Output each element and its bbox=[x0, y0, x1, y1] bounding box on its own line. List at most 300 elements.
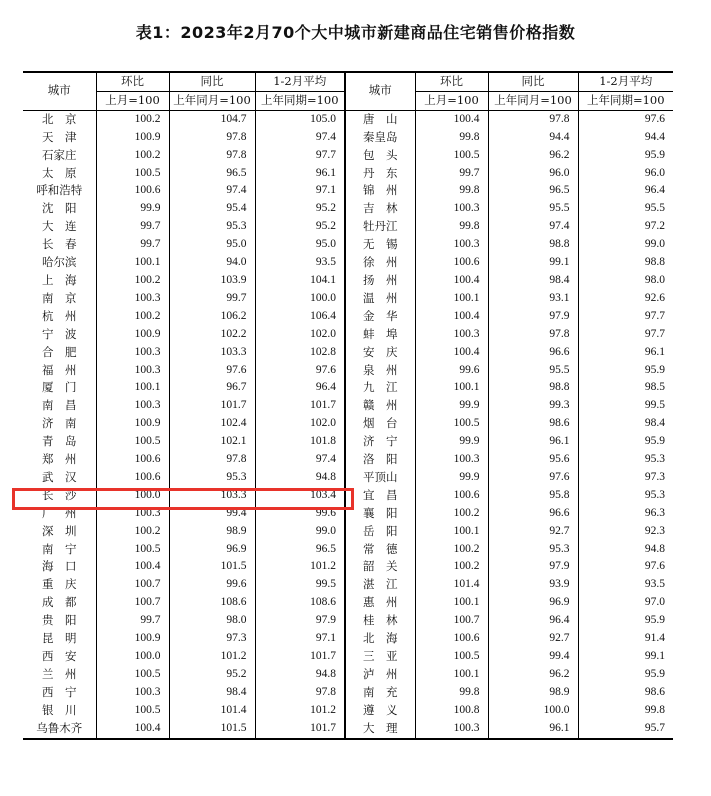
highlight-box-wuhan bbox=[12, 488, 354, 510]
header-mom-left: 环比 bbox=[96, 72, 169, 91]
avg-value-right: 95.7 bbox=[578, 720, 673, 739]
avg-value-right: 95.5 bbox=[644, 202, 665, 215]
yoy-value-left: 101.7 bbox=[169, 397, 255, 415]
yoy-value-right: 99.4 bbox=[488, 648, 578, 666]
mom-value-left: 100.5 bbox=[96, 433, 169, 451]
city-name-left: 南 京 bbox=[23, 290, 96, 308]
mom-value-left: 100.5 bbox=[96, 702, 169, 720]
yoy-value-left: 95.3 bbox=[169, 469, 255, 487]
yoy-value-right: 96.6 bbox=[488, 344, 578, 362]
yoy-value-left: 97.8 bbox=[169, 451, 255, 469]
table-row bbox=[23, 684, 673, 702]
yoy-value-right: 92.7 bbox=[488, 630, 578, 648]
city-name-right: 北 海 bbox=[345, 630, 415, 648]
mom-value-right: 99.8 bbox=[415, 182, 488, 200]
yoy-value-right: 95.6 bbox=[488, 451, 578, 469]
yoy-value-right: 96.0 bbox=[488, 165, 578, 183]
city-name-right: 牡丹江 bbox=[345, 218, 415, 236]
yoy-value-left: 102.2 bbox=[169, 326, 255, 344]
mom-value-left: 100.3 bbox=[96, 397, 169, 415]
yoy-value-left: 101.2 bbox=[169, 648, 255, 666]
table-row bbox=[23, 594, 673, 612]
yoy-value-left: 103.3 bbox=[169, 487, 255, 505]
table-row bbox=[23, 147, 673, 165]
mom-value-right: 100.4 bbox=[415, 110, 488, 128]
avg-value-right: 98.8 bbox=[644, 256, 665, 269]
mom-value-right: 99.7 bbox=[415, 165, 488, 183]
yoy-value-left: 95.0 bbox=[169, 236, 255, 254]
table-row bbox=[23, 469, 673, 487]
avg-value-left: 108.6 bbox=[255, 594, 345, 612]
mom-value-left: 100.0 bbox=[96, 487, 169, 505]
avg-value-right: 95.9 bbox=[644, 435, 665, 448]
city-name-right: 桂 林 bbox=[345, 612, 415, 630]
avg-value-left: 93.5 bbox=[255, 254, 345, 272]
yoy-value-right: 96.9 bbox=[488, 594, 578, 612]
mom-value-right: 100.5 bbox=[415, 415, 488, 433]
yoy-value-left: 101.5 bbox=[169, 558, 255, 576]
avg-value-left: 99.0 bbox=[255, 523, 345, 541]
city-name-right: 丹 东 bbox=[345, 165, 415, 183]
yoy-value-right: 97.9 bbox=[488, 308, 578, 326]
mom-value-right: 100.1 bbox=[415, 594, 488, 612]
yoy-value-left: 102.1 bbox=[169, 433, 255, 451]
city-name-left: 西 安 bbox=[23, 648, 96, 666]
avg-value-left: 102.0 bbox=[255, 326, 345, 344]
avg-value-right: 92.6 bbox=[644, 291, 665, 304]
avg-value-left: 96.1 bbox=[255, 165, 345, 183]
city-name-left: 呼和浩特 bbox=[23, 182, 96, 200]
table-row bbox=[23, 702, 673, 720]
yoy-value-right: 96.2 bbox=[488, 147, 578, 165]
mom-value-left: 100.2 bbox=[96, 308, 169, 326]
yoy-value-right: 92.7 bbox=[488, 523, 578, 541]
mom-value-left: 100.5 bbox=[96, 165, 169, 183]
mom-value-right: 99.9 bbox=[415, 469, 488, 487]
city-name-right: 济 宁 bbox=[345, 433, 415, 451]
avg-value-right: 92.3 bbox=[644, 524, 665, 537]
table-row bbox=[23, 415, 673, 433]
mom-value-left: 100.0 bbox=[96, 648, 169, 666]
city-name-left: 兰 州 bbox=[23, 666, 96, 684]
yoy-value-left: 96.5 bbox=[169, 165, 255, 183]
city-name-left: 贵 阳 bbox=[23, 612, 96, 630]
avg-value-left: 100.0 bbox=[255, 290, 345, 308]
mom-value-left: 100.6 bbox=[96, 469, 169, 487]
table-row bbox=[23, 236, 673, 254]
mom-value-left: 100.2 bbox=[96, 110, 169, 128]
table-row bbox=[23, 433, 673, 451]
mom-value-right: 100.3 bbox=[415, 720, 488, 739]
avg-value-left: 94.8 bbox=[255, 469, 345, 487]
table-row bbox=[23, 362, 673, 380]
city-name-right: 金 华 bbox=[345, 308, 415, 326]
yoy-value-left: 95.4 bbox=[169, 200, 255, 218]
avg-value-left: 97.4 bbox=[255, 129, 345, 147]
price-index-table bbox=[23, 71, 673, 740]
avg-value-left: 97.7 bbox=[255, 147, 345, 165]
yoy-value-right: 100.0 bbox=[488, 702, 578, 720]
table-row bbox=[23, 576, 673, 594]
yoy-value-left: 99.6 bbox=[169, 576, 255, 594]
avg-value-left: 101.2 bbox=[255, 702, 345, 720]
avg-value-left: 97.1 bbox=[255, 182, 345, 200]
mom-value-left: 100.7 bbox=[96, 576, 169, 594]
yoy-value-right: 98.8 bbox=[488, 236, 578, 254]
mom-value-right: 100.8 bbox=[415, 702, 488, 720]
avg-value-right: 96.0 bbox=[644, 166, 665, 179]
yoy-value-right: 96.1 bbox=[488, 720, 578, 739]
yoy-value-right: 97.8 bbox=[488, 326, 578, 344]
mom-value-right: 100.5 bbox=[415, 648, 488, 666]
yoy-value-right: 97.4 bbox=[488, 218, 578, 236]
header-avg-base-left: 上年同期=100 bbox=[255, 91, 345, 110]
mom-value-left: 100.2 bbox=[96, 147, 169, 165]
avg-value-right: 95.9 bbox=[644, 614, 665, 627]
header-yoy-base-right: 上年同月=100 bbox=[488, 91, 578, 110]
city-name-left: 成 都 bbox=[23, 594, 96, 612]
mom-value-left: 99.9 bbox=[96, 200, 169, 218]
yoy-value-left: 96.9 bbox=[169, 541, 255, 559]
city-name-right: 泉 州 bbox=[345, 362, 415, 380]
avg-value-right: 94.4 bbox=[644, 130, 665, 143]
city-name-right: 无 锡 bbox=[345, 236, 415, 254]
header-mom-base-left: 上月=100 bbox=[96, 91, 169, 110]
mom-value-left: 99.7 bbox=[96, 236, 169, 254]
yoy-value-right: 95.5 bbox=[488, 362, 578, 380]
avg-value-left: 101.7 bbox=[255, 648, 345, 666]
mom-value-left: 100.6 bbox=[96, 451, 169, 469]
mom-value-left: 100.2 bbox=[96, 272, 169, 290]
avg-value-left: 97.4 bbox=[255, 451, 345, 469]
avg-value-left: 95.2 bbox=[255, 200, 345, 218]
yoy-value-left: 98.9 bbox=[169, 523, 255, 541]
yoy-value-left: 103.9 bbox=[169, 272, 255, 290]
city-name-right: 唐 山 bbox=[345, 110, 415, 128]
yoy-value-right: 95.5 bbox=[488, 200, 578, 218]
avg-value-left: 102.8 bbox=[255, 344, 345, 362]
mom-value-right: 99.9 bbox=[415, 433, 488, 451]
city-name-right: 南 充 bbox=[345, 684, 415, 702]
city-name-right: 赣 州 bbox=[345, 397, 415, 415]
city-name-left: 上 海 bbox=[23, 272, 96, 290]
table-header bbox=[23, 72, 673, 110]
city-name-left: 长 沙 bbox=[23, 487, 96, 505]
avg-value-right: 97.3 bbox=[644, 470, 665, 483]
yoy-value-left: 94.0 bbox=[169, 254, 255, 272]
mom-value-right: 100.5 bbox=[415, 147, 488, 165]
yoy-value-left: 97.3 bbox=[169, 630, 255, 648]
yoy-value-left: 95.2 bbox=[169, 666, 255, 684]
header-mom-right: 环比 bbox=[415, 72, 488, 91]
yoy-value-left: 99.7 bbox=[169, 290, 255, 308]
avg-value-left: 97.1 bbox=[255, 630, 345, 648]
table-row bbox=[23, 182, 673, 200]
mom-value-left: 100.6 bbox=[96, 182, 169, 200]
yoy-value-left: 101.4 bbox=[169, 702, 255, 720]
mom-value-right: 99.8 bbox=[415, 129, 488, 147]
avg-value-right: 99.1 bbox=[644, 650, 665, 662]
avg-value-left: 101.2 bbox=[255, 558, 345, 576]
table-row bbox=[23, 558, 673, 576]
mom-value-left: 99.7 bbox=[96, 612, 169, 630]
avg-value-left: 101.7 bbox=[255, 720, 345, 739]
city-name-right: 蚌 埠 bbox=[345, 326, 415, 344]
yoy-value-right: 98.9 bbox=[488, 684, 578, 702]
yoy-value-left: 104.7 bbox=[169, 110, 255, 128]
yoy-value-left: 103.3 bbox=[169, 344, 255, 362]
header-city-left: 城市 bbox=[23, 72, 96, 110]
avg-value-right: 98.0 bbox=[644, 273, 665, 286]
city-name-left: 西 宁 bbox=[23, 684, 96, 702]
mom-value-right: 101.4 bbox=[415, 576, 488, 594]
avg-value-right: 97.2 bbox=[644, 220, 665, 233]
header-city-right: 城市 bbox=[345, 72, 415, 110]
mom-value-left: 100.4 bbox=[96, 720, 169, 739]
avg-value-left: 97.9 bbox=[255, 612, 345, 630]
avg-value-right: 96.4 bbox=[644, 184, 665, 197]
table-row bbox=[23, 541, 673, 559]
city-name-right: 洛 阳 bbox=[345, 451, 415, 469]
table-row bbox=[23, 344, 673, 362]
avg-value-left: 101.8 bbox=[255, 433, 345, 451]
table-row bbox=[23, 451, 673, 469]
city-name-left: 济 南 bbox=[23, 415, 96, 433]
table-row bbox=[23, 129, 673, 147]
yoy-value-left: 106.2 bbox=[169, 308, 255, 326]
avg-value-left: 103.4 bbox=[255, 487, 345, 505]
table-title: 表1：2023年2月70个大中城市新建商品住宅销售价格指数 bbox=[135, 23, 576, 42]
table-row bbox=[23, 326, 673, 344]
city-name-right: 包 头 bbox=[345, 147, 415, 165]
avg-value-left: 101.7 bbox=[255, 397, 345, 415]
city-name-right: 宜 昌 bbox=[345, 487, 415, 505]
city-name-left: 长 春 bbox=[23, 236, 96, 254]
city-name-left: 福 州 bbox=[23, 362, 96, 380]
city-name-right: 遵 义 bbox=[345, 702, 415, 720]
avg-value-left: 105.0 bbox=[255, 110, 345, 128]
yoy-value-right: 96.1 bbox=[488, 433, 578, 451]
city-name-left: 合 肥 bbox=[23, 344, 96, 362]
table-row bbox=[23, 648, 673, 666]
avg-value-left: 97.6 bbox=[255, 362, 345, 380]
yoy-value-left: 97.8 bbox=[169, 147, 255, 165]
mom-value-right: 100.4 bbox=[415, 308, 488, 326]
mom-value-right: 100.2 bbox=[415, 505, 488, 523]
table-row bbox=[23, 110, 673, 128]
city-name-left: 昆 明 bbox=[23, 630, 96, 648]
city-name-right: 岳 阳 bbox=[345, 523, 415, 541]
table-row bbox=[23, 308, 673, 326]
city-name-left: 广 州 bbox=[23, 505, 96, 523]
mom-value-right: 100.3 bbox=[415, 236, 488, 254]
header-yoy-left: 同比 bbox=[169, 72, 255, 91]
mom-value-left: 100.3 bbox=[96, 362, 169, 380]
yoy-value-right: 97.9 bbox=[488, 558, 578, 576]
mom-value-left: 100.7 bbox=[96, 594, 169, 612]
mom-value-left: 100.5 bbox=[96, 666, 169, 684]
city-name-left: 杭 州 bbox=[23, 308, 96, 326]
mom-value-right: 99.8 bbox=[415, 218, 488, 236]
mom-value-right: 100.4 bbox=[415, 272, 488, 290]
mom-value-right: 100.4 bbox=[415, 344, 488, 362]
city-name-right: 泸 州 bbox=[345, 666, 415, 684]
city-name-left: 银 川 bbox=[23, 702, 96, 720]
city-name-right: 吉 林 bbox=[345, 200, 415, 218]
city-name-left: 郑 州 bbox=[23, 451, 96, 469]
yoy-value-right: 95.3 bbox=[488, 541, 578, 559]
city-name-right: 徐 州 bbox=[345, 254, 415, 272]
table-body bbox=[23, 110, 673, 738]
header-mom-base-right: 上月=100 bbox=[415, 91, 488, 110]
avg-value-right: 97.0 bbox=[644, 596, 665, 609]
avg-value-right: 91.4 bbox=[644, 632, 665, 645]
city-name-right: 安 庆 bbox=[345, 344, 415, 362]
avg-value-right: 97.7 bbox=[644, 309, 665, 322]
city-name-right: 扬 州 bbox=[345, 272, 415, 290]
mom-value-right: 100.3 bbox=[415, 326, 488, 344]
city-name-left: 宁 波 bbox=[23, 326, 96, 344]
mom-value-right: 100.1 bbox=[415, 666, 488, 684]
mom-value-left: 100.3 bbox=[96, 344, 169, 362]
mom-value-left: 100.3 bbox=[96, 684, 169, 702]
table-row bbox=[23, 165, 673, 183]
yoy-value-left: 108.6 bbox=[169, 594, 255, 612]
mom-value-right: 100.3 bbox=[415, 451, 488, 469]
city-name-right: 襄 阳 bbox=[345, 505, 415, 523]
yoy-value-right: 97.8 bbox=[488, 110, 578, 128]
city-name-right: 温 州 bbox=[345, 290, 415, 308]
city-name-right: 常 德 bbox=[345, 541, 415, 559]
mom-value-right: 99.6 bbox=[415, 362, 488, 380]
mom-value-right: 100.7 bbox=[415, 612, 488, 630]
city-name-right: 平顶山 bbox=[345, 469, 415, 487]
avg-value-left: 94.8 bbox=[255, 666, 345, 684]
yoy-value-right: 96.2 bbox=[488, 666, 578, 684]
city-name-left: 哈尔滨 bbox=[23, 254, 96, 272]
mom-value-left: 100.2 bbox=[96, 523, 169, 541]
city-name-left: 青 岛 bbox=[23, 433, 96, 451]
yoy-value-left: 97.6 bbox=[169, 362, 255, 380]
city-name-left: 深 圳 bbox=[23, 523, 96, 541]
avg-value-left: 106.4 bbox=[255, 308, 345, 326]
mom-value-right: 100.1 bbox=[415, 523, 488, 541]
mom-value-left: 99.7 bbox=[96, 218, 169, 236]
mom-value-right: 100.2 bbox=[415, 541, 488, 559]
city-name-left: 乌鲁木齐 bbox=[23, 720, 96, 739]
mom-value-left: 100.9 bbox=[96, 415, 169, 433]
yoy-value-left: 101.5 bbox=[169, 720, 255, 739]
mom-value-right: 100.2 bbox=[415, 558, 488, 576]
mom-value-left: 100.9 bbox=[96, 129, 169, 147]
header-yoy-base-left: 上年同月=100 bbox=[169, 91, 255, 110]
avg-value-right: 95.9 bbox=[644, 667, 665, 680]
table-row bbox=[23, 612, 673, 630]
city-name-left: 重 庆 bbox=[23, 576, 96, 594]
mom-value-right: 100.6 bbox=[415, 254, 488, 272]
avg-value-right: 95.3 bbox=[644, 453, 665, 466]
city-name-right: 九 江 bbox=[345, 379, 415, 397]
avg-value-left: 96.4 bbox=[255, 379, 345, 397]
city-name-left: 南 昌 bbox=[23, 397, 96, 415]
avg-value-right: 98.5 bbox=[644, 381, 665, 394]
city-name-right: 锦 州 bbox=[345, 182, 415, 200]
avg-value-left: 97.8 bbox=[255, 684, 345, 702]
mom-value-left: 100.1 bbox=[96, 379, 169, 397]
avg-value-left: 99.6 bbox=[255, 505, 345, 523]
mom-value-left: 100.5 bbox=[96, 541, 169, 559]
yoy-value-right: 96.6 bbox=[488, 505, 578, 523]
mom-value-right: 100.1 bbox=[415, 290, 488, 308]
city-name-left: 北 京 bbox=[23, 110, 96, 128]
mom-value-right: 100.1 bbox=[415, 379, 488, 397]
city-name-left: 海 口 bbox=[23, 558, 96, 576]
table-row bbox=[23, 523, 673, 541]
header-avg-right: 1-2月平均 bbox=[578, 72, 673, 91]
avg-value-left: 95.2 bbox=[255, 218, 345, 236]
city-name-right: 韶 关 bbox=[345, 558, 415, 576]
avg-value-right: 96.1 bbox=[644, 345, 665, 358]
yoy-value-right: 96.5 bbox=[488, 182, 578, 200]
city-name-left: 大 连 bbox=[23, 218, 96, 236]
yoy-value-left: 97.8 bbox=[169, 129, 255, 147]
city-name-left: 天 津 bbox=[23, 129, 96, 147]
city-name-right: 湛 江 bbox=[345, 576, 415, 594]
table-row bbox=[23, 666, 673, 684]
yoy-value-right: 98.6 bbox=[488, 415, 578, 433]
city-name-left: 厦 门 bbox=[23, 379, 96, 397]
table-row bbox=[23, 290, 673, 308]
avg-value-left: 96.5 bbox=[255, 541, 345, 559]
avg-value-right: 98.4 bbox=[644, 417, 665, 430]
mom-value-left: 100.1 bbox=[96, 254, 169, 272]
yoy-value-right: 98.4 bbox=[488, 272, 578, 290]
avg-value-left: 95.0 bbox=[255, 236, 345, 254]
table-row bbox=[23, 254, 673, 272]
table-row bbox=[23, 272, 673, 290]
yoy-value-left: 95.3 bbox=[169, 218, 255, 236]
yoy-value-left: 99.4 bbox=[169, 505, 255, 523]
city-name-right: 烟 台 bbox=[345, 415, 415, 433]
city-name-right: 惠 州 bbox=[345, 594, 415, 612]
yoy-value-right: 94.4 bbox=[488, 129, 578, 147]
avg-value-right: 97.6 bbox=[644, 560, 665, 573]
header-avg-left: 1-2月平均 bbox=[255, 72, 345, 91]
table-row bbox=[23, 397, 673, 415]
mom-value-right: 100.3 bbox=[415, 200, 488, 218]
city-name-left: 太 原 bbox=[23, 165, 96, 183]
yoy-value-right: 95.8 bbox=[488, 487, 578, 505]
avg-value-right: 97.7 bbox=[644, 327, 665, 340]
yoy-value-left: 97.4 bbox=[169, 182, 255, 200]
avg-value-right: 99.5 bbox=[644, 399, 665, 412]
avg-value-right: 93.5 bbox=[644, 578, 665, 591]
avg-value-right: 95.3 bbox=[644, 488, 665, 501]
avg-value-left: 104.1 bbox=[255, 272, 345, 290]
yoy-value-right: 99.3 bbox=[488, 397, 578, 415]
avg-value-right: 94.8 bbox=[644, 542, 665, 555]
table-row bbox=[23, 630, 673, 648]
yoy-value-left: 96.7 bbox=[169, 379, 255, 397]
avg-value-right: 97.6 bbox=[644, 112, 665, 125]
avg-value-right: 96.3 bbox=[644, 506, 665, 519]
table-row bbox=[23, 200, 673, 218]
yoy-value-left: 102.4 bbox=[169, 415, 255, 433]
mom-value-left: 100.3 bbox=[96, 505, 169, 523]
yoy-value-right: 97.6 bbox=[488, 469, 578, 487]
header-yoy-right: 同比 bbox=[488, 72, 578, 91]
city-name-left: 石家庄 bbox=[23, 147, 96, 165]
